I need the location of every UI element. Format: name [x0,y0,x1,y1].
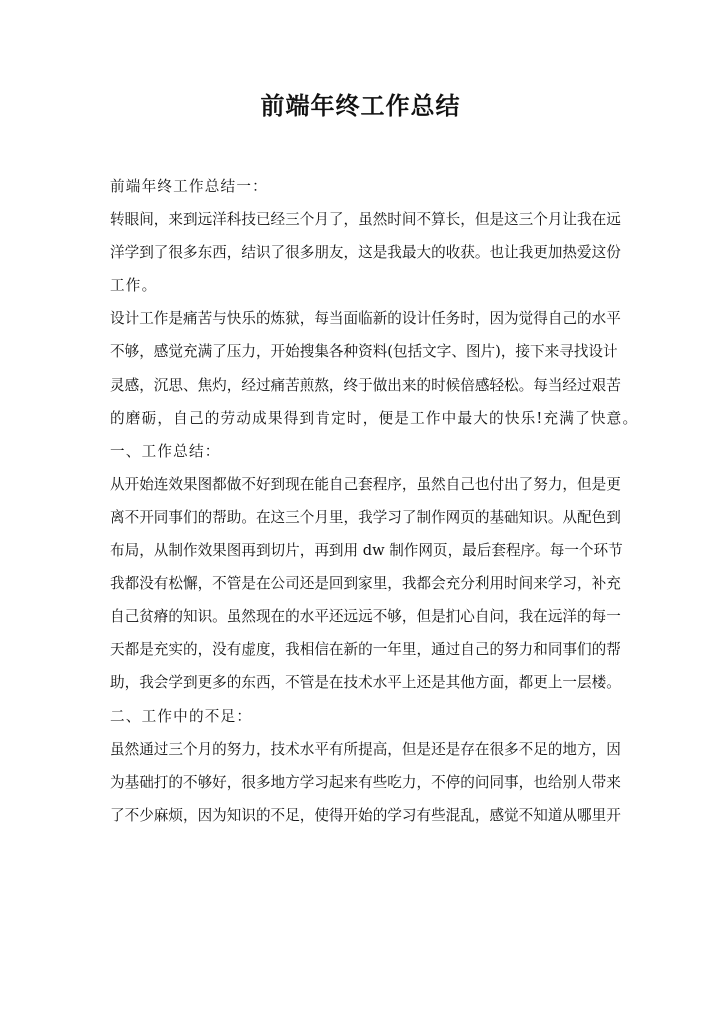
paragraph-line: 助，我会学到更多的东西，不管是在技术水平上还是其他方面，都更上一层楼。 [110,674,621,692]
document-title: 前端年终工作总结 [260,91,461,120]
paragraph-line: 洋学到了很多东西，结识了很多朋友，这是我最大的收获。也让我更加热爱这份 [110,244,621,262]
paragraph-line: 自己贫瘠的知识。虽然现在的水平还远远不够，但是扪心自问，我在远洋的每一 [110,608,621,626]
paragraph-line: 虽然通过三个月的努力，技术水平有所提高，但是还是存在很多不足的地方，因 [110,740,621,758]
paragraph-line: 了不少麻烦，因为知识的不足，使得开始的学习有些混乱，感觉不知道从哪里开 [110,806,621,824]
section-heading: 前端年终工作总结一： [110,178,268,195]
paragraph-line: 从开始连效果图都做不好到现在能自己套程序，虽然自己也付出了努力，但是更 [110,475,621,493]
section-heading: 一、工作总结： [110,442,221,460]
paragraph-line: 不够，感觉充满了压力，开始搜集各种资料(包括文字、图片)，接下来寻找设计 [110,343,618,361]
paragraph-line: 我都没有松懈，不管是在公司还是回到家里，我都会充分利用时间来学习，补充 [110,575,621,593]
paragraph-line: 的磨砺，自己的劳动成果得到肯定时，便是工作中最大的快乐!充满了快意。 [110,409,639,427]
paragraph-line: 工作。 [110,277,158,295]
paragraph-line: 设计工作是痛苦与快乐的炼狱，每当面临新的设计任务时，因为觉得自己的水平 [110,310,621,328]
paragraph-line: 天都是充实的，没有虚度，我相信在新的一年里，通过自己的努力和同事们的帮 [110,641,621,659]
paragraph-line: 布局，从制作效果图再到切片，再到用 dw 制作网页，最后套程序。每一个环节 [110,542,623,560]
paragraph-line: 灵感，沉思、焦灼，经过痛苦煎熬，终于做出来的时候倍感轻松。每当经过艰苦 [110,376,621,394]
paragraph-line: 为基础打的不够好，很多地方学习起来有些吃力，不停的问同事，也给别人带来 [110,773,621,791]
paragraph-line: 转眼间，来到远洋科技已经三个月了，虽然时间不算长，但是这三个月让我在远 [110,211,621,229]
document-body [110,170,639,832]
paragraph-line: 离不开同事们的帮助。在这三个月里，我学习了制作网页的基础知识。从配色到 [110,508,621,526]
section-heading: 二、工作中的不足： [110,707,253,725]
